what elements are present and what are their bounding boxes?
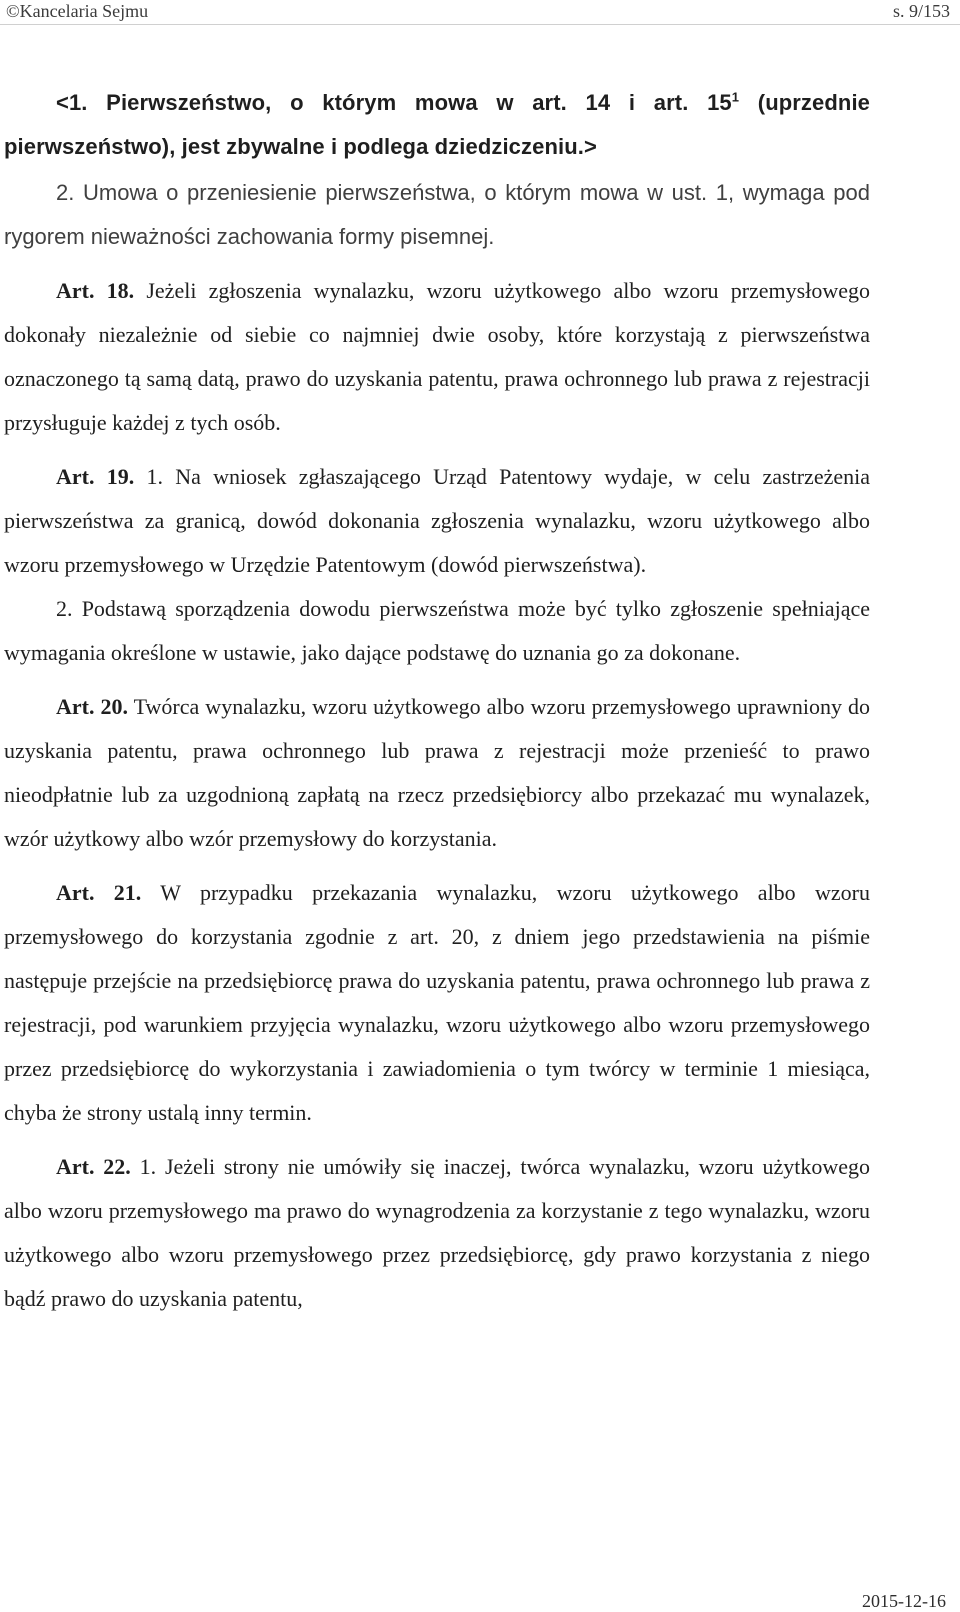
- page-number: s. 9/153: [892, 1, 950, 21]
- article-18: [4, 269, 870, 445]
- article-20: [4, 685, 870, 861]
- article-label: Art. 21.: [56, 880, 142, 905]
- publisher-label: ©Kancelaria Sejmu: [6, 1, 149, 21]
- article-label: Art. 22.: [56, 1154, 131, 1179]
- superscript-number: 1: [731, 89, 740, 105]
- document-date: 2015-12-16: [862, 1591, 946, 1611]
- article-text: Jeżeli zgłoszenia wynalazku, wzoru użytkowego albo wzoru przemysłowego dokonały niezależnie od siebie co najmniej dwie osoby, które korzystają z pierwszeństwa oznaczonego tą samą datą, prawo do uzyskania patentu, prawa ochronnego lub prawa z rejestracji przysługuje każdej z tych osób.: [4, 278, 870, 435]
- art-17-ust-1: [4, 81, 870, 169]
- article-label: Art. 20.: [56, 694, 129, 719]
- art-17-ust-2: 2. Umowa o przeniesienie pierwszeństwa, o którym mowa w ust. 1, wymaga pod rygorem nieważności zachowania formy pisemnej.: [4, 180, 870, 249]
- article-19: [4, 455, 870, 587]
- article-label: Art. 18.: [56, 278, 135, 303]
- article-22: [4, 1145, 870, 1321]
- art-17-ust-1-text-start: <1. Pierwszeństwo, o którym mowa w art. 14 i art. 15: [56, 90, 732, 115]
- art-17-ust-1-text-end: (uprzednie pierwszeństwo), jest zbywalne i podlega dziedziczeniu.>: [4, 90, 870, 159]
- page-header: [0, 0, 960, 24]
- article-text: 1. Jeżeli strony nie umówiły się inaczej, twórca wynalazku, wzoru użytkowego albo wzoru przemysłowego ma prawo do wynagrodzenia za korzystanie z tego wynalazku, wzoru użytkowego albo wzoru przemysłowego przez przedsiębiorcę, gdy prawo korzystania z niego bądź prawo do uzyskania patentu,: [4, 1154, 870, 1311]
- article-19-ust-2: 2. Podstawą sporządzenia dowodu pierwszeństwa może być tylko zgłoszenie spełniające wymagania określone w ustawie, jako dające podstawę do uznania go za dokonane.: [4, 596, 870, 665]
- document-body: [4, 81, 870, 1321]
- article-label: Art. 19.: [56, 464, 135, 489]
- article-19-ust-1-text: 1. Na wniosek zgłaszającego Urząd Patentowy wydaje, w celu zastrzeżenia pierwszeństwa za granicą, dowód dokonania zgłoszenia wynalazku, wzoru użytkowego albo wzoru przemysłowego w Urzędzie Patentowym (dowód pierwszeństwa).: [4, 464, 870, 577]
- article-text: W przypadku przekazania wynalazku, wzoru użytkowego albo wzoru przemysłowego do korzystania zgodnie z art. 20, z dniem jego przedstawienia na piśmie następuje przejście na przedsiębiorcę prawa do uzyskania patentu, prawa ochronnego lub prawa z rejestracji, pod warunkiem przyjęcia wynalazku, wzoru użytkowego albo wzoru przemysłowego przez przedsiębiorcę do wykorzystania i zawiadomienia o tym twórcy w terminie 1 miesiąca, chyba że strony ustalą inny termin.: [4, 880, 870, 1125]
- article-text: Twórca wynalazku, wzoru użytkowego albo wzoru przemysłowego uprawniony do uzyskania patentu, prawa ochronnego lub prawa z rejestracji może przenieść to prawo nieodpłatnie lub za uzgodnioną zapłatą na rzecz przedsiębiorcy albo przekazać mu wynalazek, wzór użytkowy albo wzór przemysłowy do korzystania.: [4, 694, 871, 851]
- header-divider: [0, 24, 960, 25]
- article-21: [4, 871, 870, 1135]
